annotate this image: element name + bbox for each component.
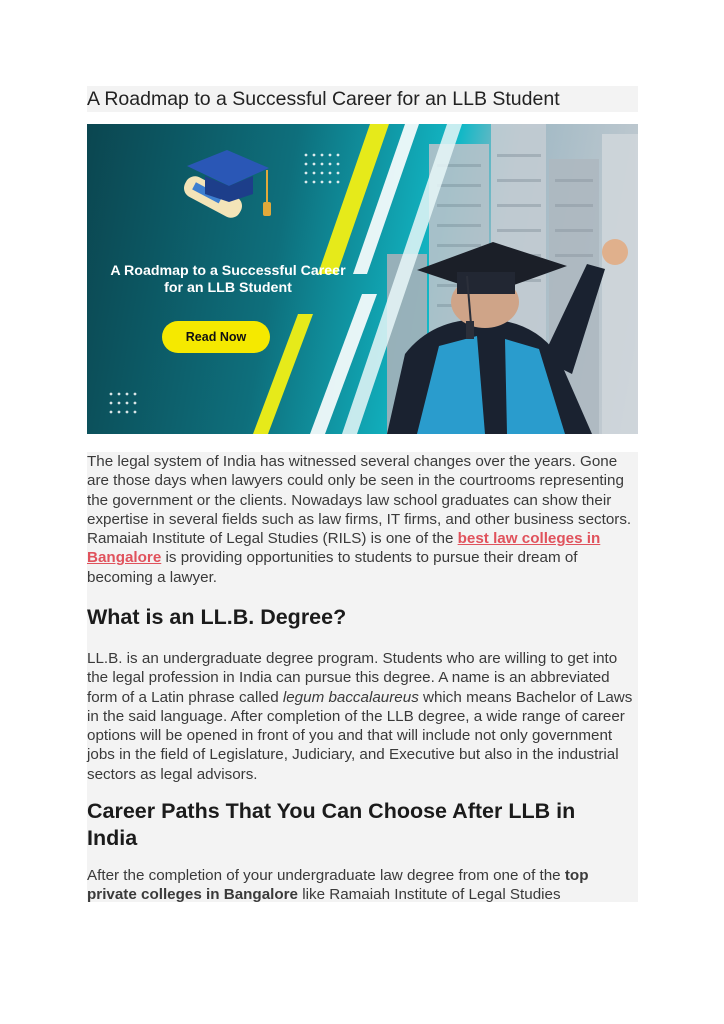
llb-text-1: LL.B. is an undergraduate degree program. Students who are willing to get into the legal profession in India can pursue this degree. A name is an abbreviated form of a Latin phrase called [87, 650, 618, 706]
llb-text-2: which means Bachelor of Laws in the said language. After completion of the LLB degree, a wide range of career options will be opened in front of you and that will include not only government jobs in the field of Legislature, Judiciary, and Executive but also in the industrial sectors as legal advisors. [87, 688, 633, 783]
llb-degree-paragraph [87, 649, 638, 784]
intro-text-2: is providing opportunities to students to pursue their dream of becoming a lawyer. [87, 549, 578, 586]
hero-headline [87, 263, 369, 297]
page-title: A Roadmap to a Successful Career for an LLB Student [87, 86, 638, 112]
best-law-colleges-link[interactable]: best law colleges in Bangalore [87, 530, 601, 567]
career-paths-section [87, 790, 638, 902]
intro-paragraph [87, 452, 638, 587]
hero-headline-line-1: A Roadmap to a Successful Career [110, 263, 346, 279]
llb-degree-heading: What is an LL.B. Degree? [87, 605, 347, 629]
latin-phrase: legum baccalaureus [282, 688, 419, 706]
dot-grid-icon [305, 154, 340, 184]
graduation-cap-diploma-icon [180, 150, 271, 221]
career-paths-paragraph [87, 866, 638, 905]
top-private-colleges-text: top private colleges in Bangalore [87, 867, 589, 904]
read-now-button[interactable]: Read Now [162, 321, 270, 353]
hero-headline-line-2: for an LLB Student [164, 280, 292, 296]
career-paths-heading: Career Paths That You Can Choose After LLB in India [87, 799, 576, 850]
intro-text-1: The legal system of India has witnessed several changes over the years. Gone are those days when lawyers could only be seen in the courtrooms representing the government or the clients. Nowadays law school graduates can show their expertise in several fields such as law firms, IT firms, and other business sectors. Ramaiah Institute of Legal Studies (RILS) is one of the [87, 453, 632, 548]
dot-grid-icon [110, 393, 137, 414]
llb-degree-section [87, 586, 638, 790]
career-text-2: like Ramaiah Institute of Legal Studies [298, 886, 561, 904]
hero-banner[interactable] [87, 124, 638, 434]
career-text-1: After the completion of your undergraduate law degree from one of the [87, 867, 565, 884]
intro-section [87, 452, 638, 586]
